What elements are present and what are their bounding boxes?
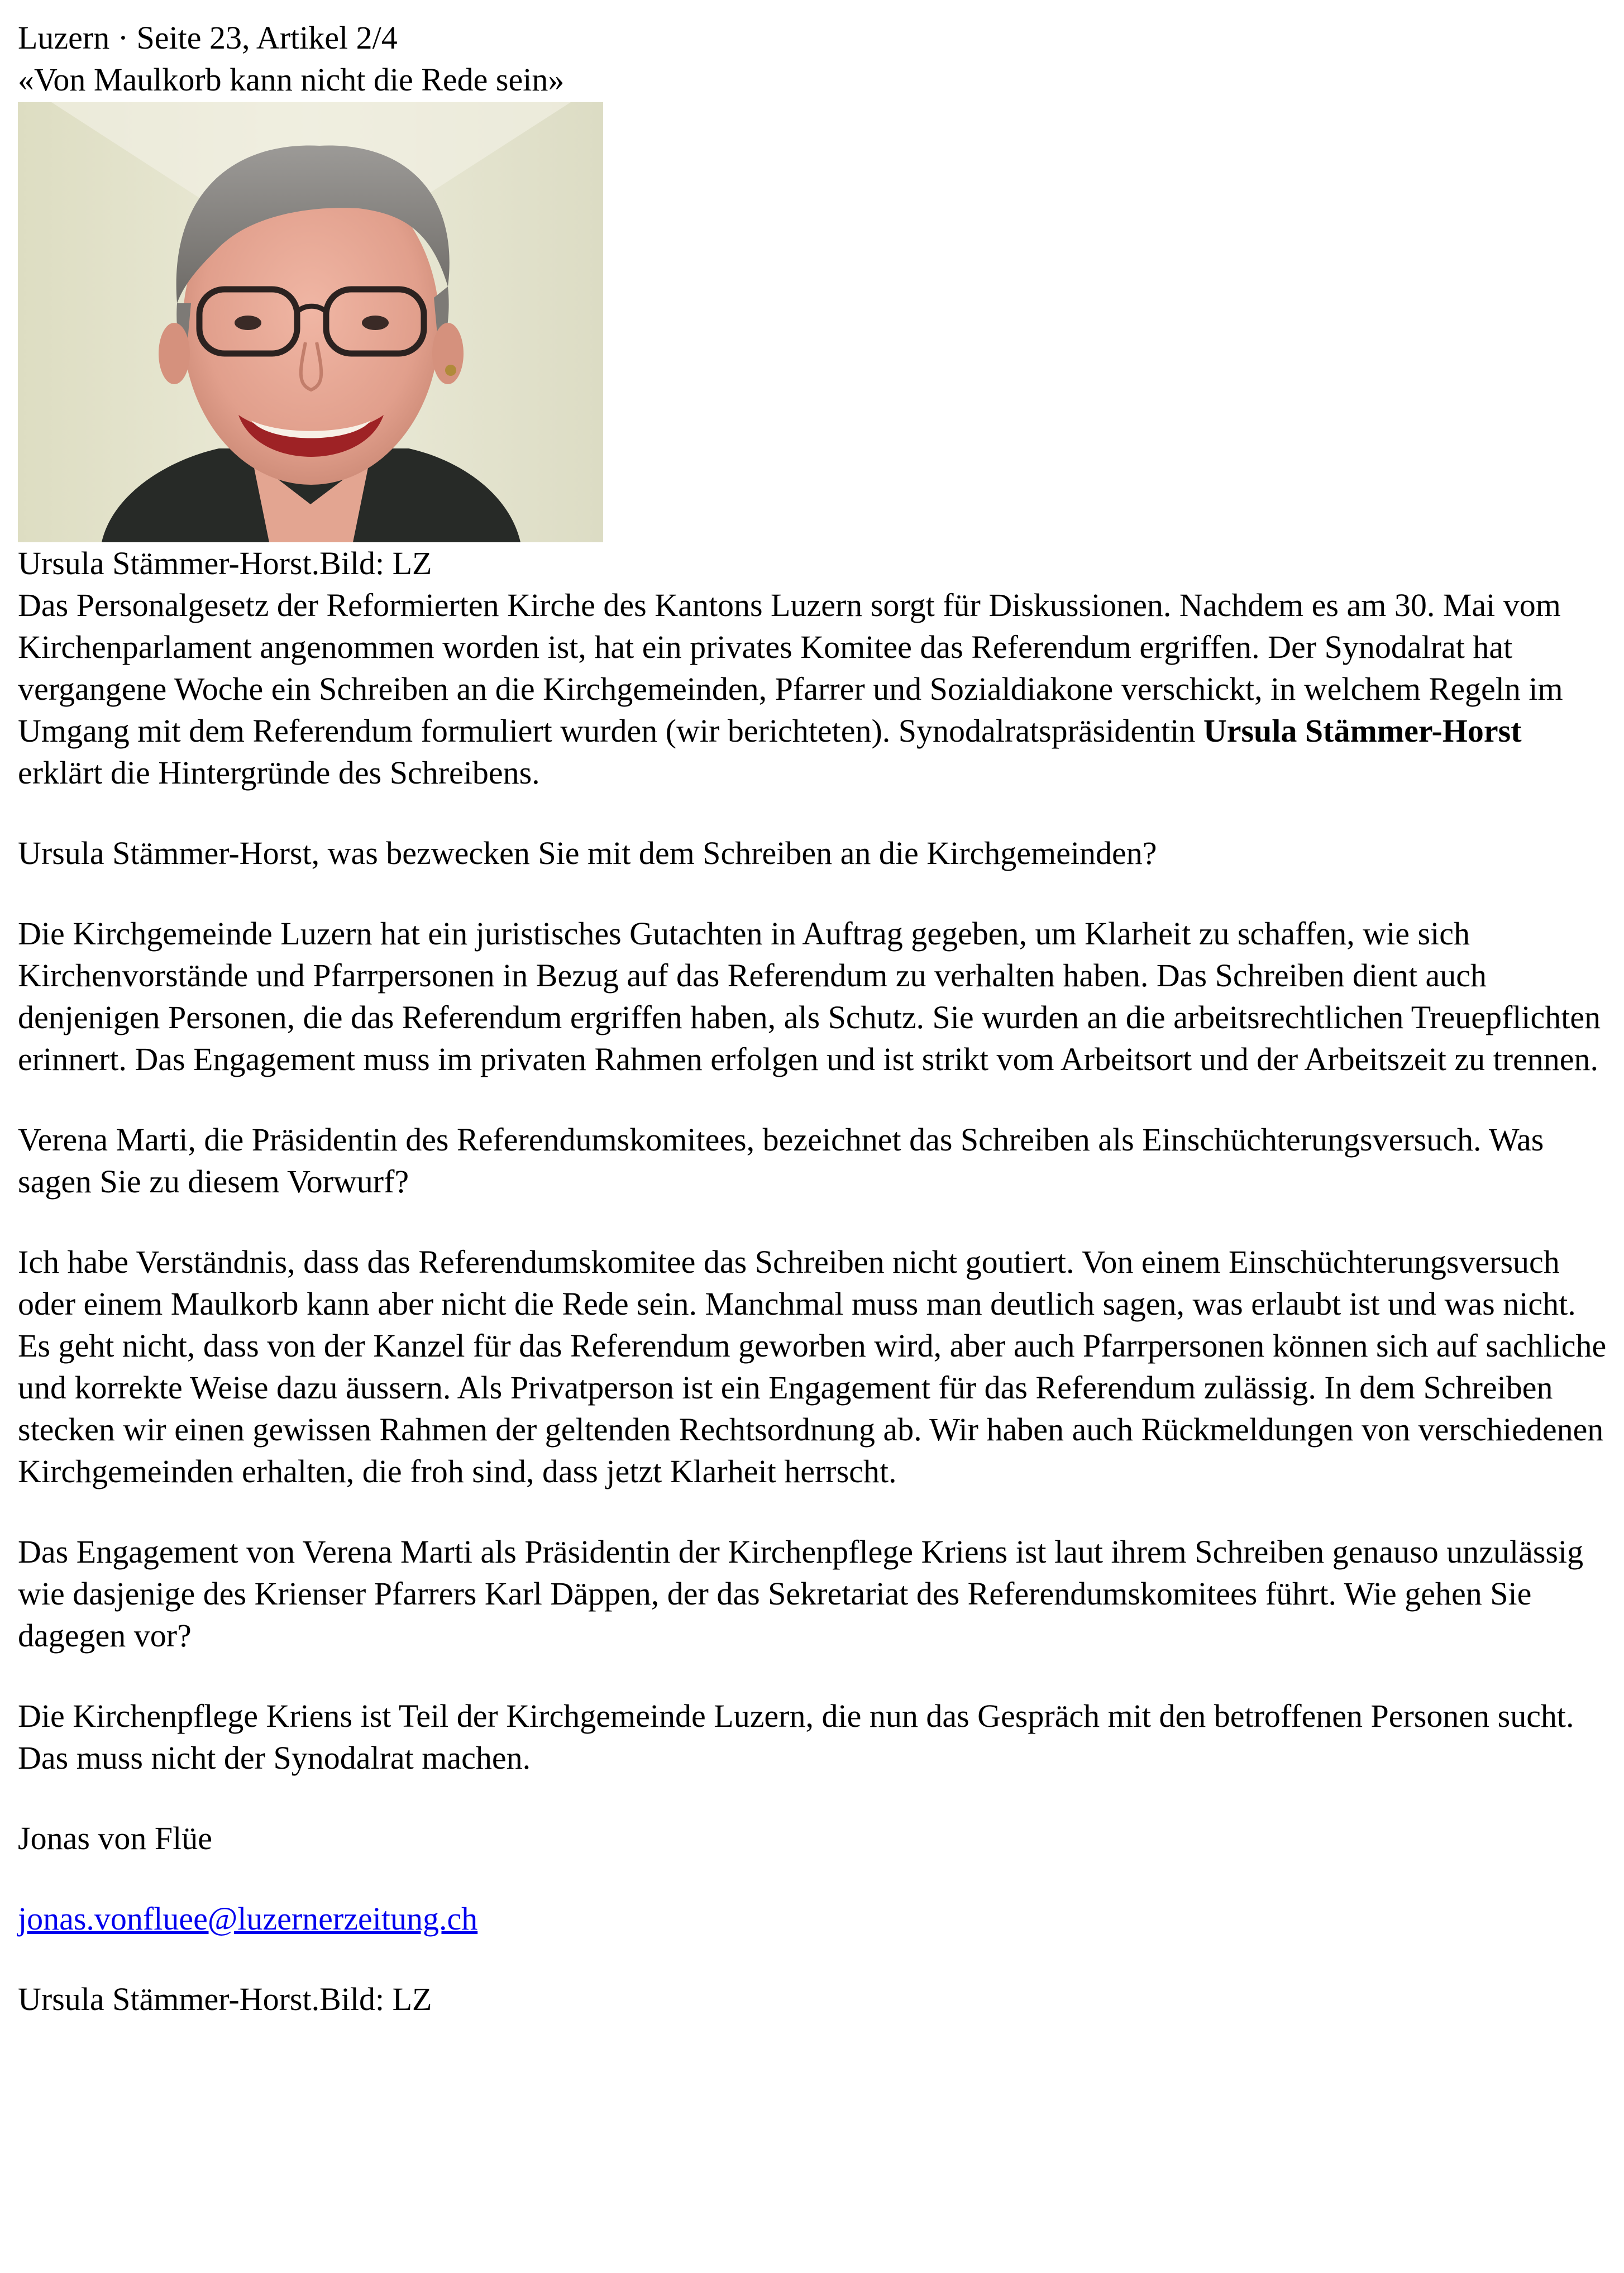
dateline: Luzern · Seite 23, Artikel 2/4 <box>18 20 398 56</box>
author-name: Jonas von Flüe <box>18 1820 212 1856</box>
portrait-photo <box>18 102 603 542</box>
lead-text-start: Das Personalgesetz der Reformierten Kirche des Kantons Luzern sorgt für Diskussionen. Nachdem es am 30. Mai vom Kirchenparlament angenommen worden ist, hat ein privates Komitee das Referendum ergriffen. Der Synodalrat hat vergangene Woche ein Schreiben an die Kirchgemeinden, Pfarrer und Sozialdiakone verschickt, in welchem Regeln im Umgang mit dem Referendum formuliert wurden (wir berichteten). Synodalratspräsidentin <box>18 587 1563 749</box>
author-email-link[interactable]: jonas.vonfluee@luzernerzeitung.ch <box>18 1900 478 1937</box>
interview-answer-2: Ich habe Verständnis, dass das Referendumskomitee das Schreiben nicht goutiert. Von einem Einschüchterungsversuch oder einem Maulkorb kann aber nicht die Rede sein. Manchmal muss man deutlich sagen, was erlaubt ist und was nicht. Es geht nicht, dass von der Kanzel für das Referendum geworben wird, aber auch Pfarrpersonen können sich auf sachliche und korrekte Weise dazu äussern. Als Privatperson ist ein Engagement für das Referendum zulässig. In dem Schreiben stecken wir einen gewissen Rahmen der geltenden Rechtsordnung ab. Wir haben auch Rückmeldungen von verschiedenen Kirchgemeinden erhalten, die froh sind, dass jetzt Klarheit herrscht. <box>18 1244 1607 1489</box>
lead-text-end: erklärt die Hintergründe des Schreibens. <box>18 755 540 791</box>
interview-question-2: Verena Marti, die Präsidentin des Referendumskomitees, bezeichnet das Schreiben als Einschüchterungsversuch. Was sagen Sie zu diesem Vorwurf? <box>18 1121 1544 1200</box>
interview-question-3: Das Engagement von Verena Marti als Präsidentin der Kirchenpflege Kriens ist laut ihrem Schreiben genauso unzulässig wie dasjenige des Krienser Pfarrers Karl Däppen, der das Sekretariat des Referendumskomitees führt. Wie gehen Sie dagegen vor? <box>18 1534 1584 1654</box>
lead-bold-name: Ursula Stämmer-Horst <box>1203 713 1522 749</box>
author-email-paragraph <box>18 1898 1609 1940</box>
footer-photo-caption: Ursula Stämmer-Horst.Bild: LZ <box>18 1981 432 2017</box>
article-lead <box>18 584 1609 794</box>
interview-question-1: Ursula Stämmer-Horst, was bezwecken Sie mit dem Schreiben an die Kirchgemeinden? <box>18 835 1157 871</box>
interview-answer-1: Die Kirchgemeinde Luzern hat ein juristisches Gutachten in Auftrag gegeben, um Klarheit zu schaffen, wie sich Kirchenvorstände und Pfarrpersonen in Bezug auf das Referendum zu verhalten haben. Das Schreiben dient auch denjenigen Personen, die das Referendum ergriffen haben, als Schutz. Sie wurden an die arbeitsrechtlichen Treuepflichten erinnert. Das Engagement muss im privaten Rahmen erfolgen und ist strikt vom Arbeitsort und der Arbeitszeit zu trennen. <box>18 915 1601 1077</box>
interview-answer-3: Die Kirchenpflege Kriens ist Teil der Kirchgemeinde Luzern, die nun das Gespräch mit den betroffenen Personen sucht. Das muss nicht der Synodalrat machen. <box>18 1698 1574 1776</box>
headline: «Von Maulkorb kann nicht die Rede sein» <box>18 61 565 98</box>
photo-caption: Ursula Stämmer-Horst.Bild: LZ <box>18 545 432 581</box>
article-page <box>18 17 1609 2059</box>
